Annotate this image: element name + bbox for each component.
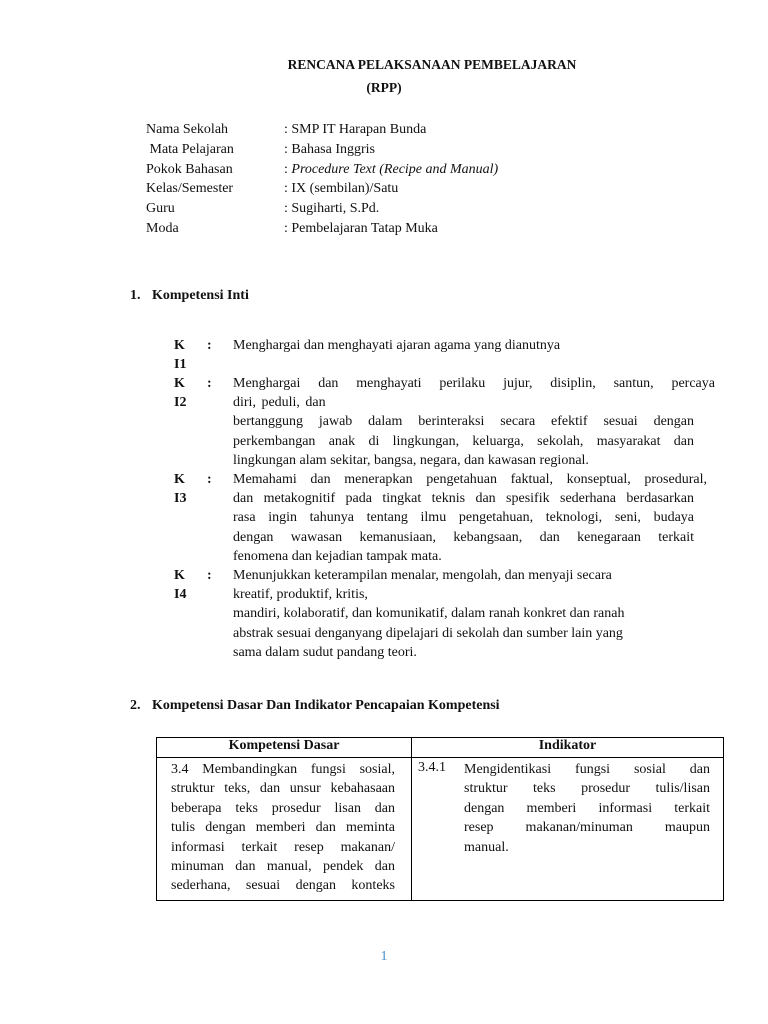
- ki-text: Menghargai dan menghayati ajaran agama yang dianutnya: [233, 338, 561, 353]
- ki-colon: :: [207, 472, 212, 487]
- identity-row-subject: [146, 140, 566, 160]
- table-row: [157, 758, 724, 901]
- ki-text: Menghargai dan menghayati perilaku jujur, disiplin, santun, percaya diri, peduli, dan bertanggung jawab dalam berinteraksi secara efektif sesuai dengan perkembangan anak di lingkungan, keluarga, sekolah, masyarakat dan lingkungan alam sekitar, bangsa, negara, dan kawasan regional.: [233, 376, 715, 468]
- ki-code: K I2: [174, 376, 187, 411]
- section-number: 2.: [130, 698, 141, 713]
- section-number: 1.: [130, 288, 141, 303]
- identity-value: : Pembelajaran Tatap Muka: [284, 220, 438, 236]
- indicator-cell: [412, 758, 724, 901]
- section-1-heading: [130, 288, 249, 304]
- identity-row-mode: [146, 219, 566, 239]
- identity-row-topic: [146, 160, 566, 180]
- document-subtitle: (RPP): [366, 80, 402, 95]
- identity-value: : Sugiharti, S.Pd.: [284, 201, 380, 217]
- table-header-indicator: Indikator: [412, 738, 724, 758]
- ki-text: Memahami dan menerapkan pengetahuan faktual, konseptual, prosedural, dan metakognitif pada tingkat teknis dan spesifik sederhana berdasarkan rasa ingin tahunya tentang ilmu pengetahuan, teknologi, seni, budaya dengan wawasan kemanusiaan, kebangsaan, dan kenegaraan terkait fenomena dan kejadian tampak mata.: [233, 472, 707, 564]
- identity-row-teacher: [146, 199, 566, 219]
- ki-colon: :: [207, 376, 212, 391]
- identity-label: Nama Sekolah: [146, 122, 229, 137]
- identity-label: Kelas/Semester: [146, 181, 234, 197]
- identity-row-class: [146, 179, 566, 199]
- identity-label: Pokok Bahasan: [146, 161, 233, 177]
- identity-value: [284, 160, 498, 180]
- ki-code: K I4: [174, 568, 187, 603]
- identity-label: Guru: [146, 201, 175, 217]
- identity-block: [146, 120, 566, 239]
- section-title: Kompetensi Dasar Dan Indikator Pencapaian Kompetensi: [152, 698, 500, 713]
- indicator-text: Mengidentikasi fungsi sosial dan struktur teks prosedur tulis/lisan dengan memberi informasi terkait resep makanan/minuman maupun manual.: [464, 762, 710, 855]
- table-header-kd: Kompetensi Dasar: [157, 738, 412, 758]
- table-header-row: [157, 738, 724, 758]
- ki-list: [174, 336, 719, 666]
- identity-value: : Bahasa Inggris: [284, 141, 375, 157]
- identity-value: : IX (sembilan)/Satu: [284, 181, 399, 197]
- indicator-number: 3.4.1: [418, 760, 446, 775]
- page-number: 1: [380, 949, 388, 964]
- identity-value-prefix: :: [284, 161, 292, 177]
- section-title: Kompetensi Inti: [152, 288, 249, 303]
- ki-colon: :: [207, 568, 212, 583]
- identity-value: : SMP IT Harapan Bunda: [284, 122, 427, 137]
- ki-code: K I3: [174, 472, 187, 507]
- identity-row-school: [146, 120, 566, 140]
- kd-cell: [157, 758, 412, 901]
- kd-text: 3.4 Membandingkan fungsi sosial, struktur teks, dan unsur kebahasaan beberapa teks prosedur lisan dan tulis dengan memberi dan meminta informasi terkait resep makanan/ minuman dan manual, pendek dan sederhana, sesuai dengan konteks: [171, 762, 395, 894]
- kd-indicator-table: [156, 737, 724, 901]
- identity-label: Moda: [146, 220, 179, 236]
- section-2-heading: [130, 698, 500, 714]
- identity-label: Mata Pelajaran: [146, 141, 234, 157]
- ki-code: K I1: [174, 338, 187, 373]
- identity-value-italic: Procedure Text (Recipe and Manual): [291, 161, 499, 177]
- ki-colon: :: [207, 338, 212, 353]
- document-title: RENCANA PELAKSANAAN PEMBELAJARAN: [287, 57, 577, 72]
- ki-text: Menunjukkan keterampilan menalar, mengolah, dan menyaji secara kreatif, produktif, kritis, mandiri, kolaboratif, dan komunikatif, dalam ranah konkret dan ranah abstrak sesuai denganyang dipelajari di sekolah dan sumber lain yang sama dalam sudut pandang teori.: [233, 568, 625, 660]
